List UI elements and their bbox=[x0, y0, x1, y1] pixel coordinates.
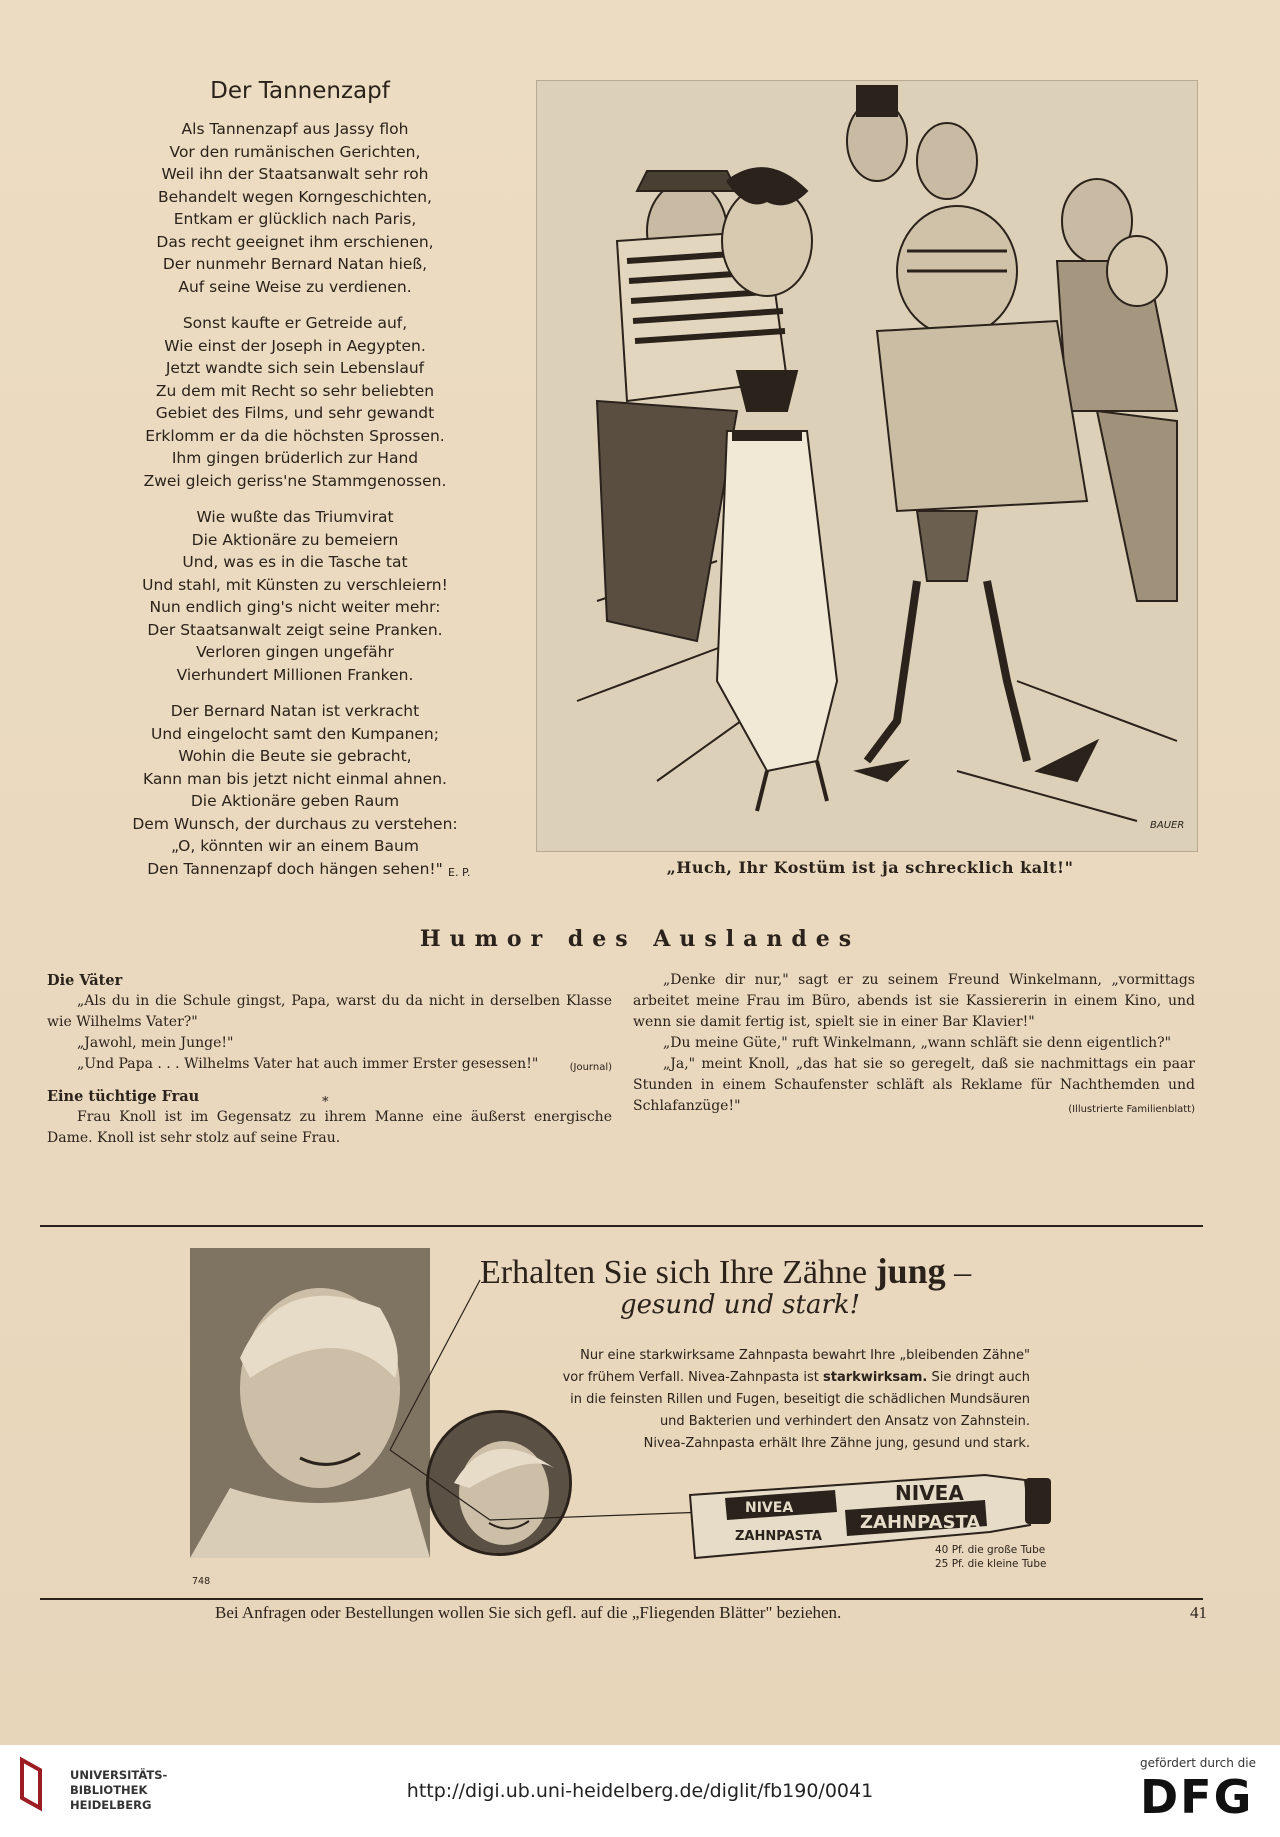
paragraph: Frau Knoll ist im Gegensatz zu ihrem Manne eine äußerst energische Dame. Knoll ist sehr stolz auf seine Frau. bbox=[47, 1109, 612, 1146]
cartoon-caption: „Huch, Ihr Kostüm ist ja schrecklich kalt!" bbox=[666, 858, 1074, 877]
poem-stanza bbox=[95, 312, 495, 492]
poem-line: Entkam er glücklich nach Paris, bbox=[173, 210, 417, 228]
poem-line: „O, könnten wir an einem Baum bbox=[171, 837, 419, 855]
poem-line: Der Bernard Natan ist verkracht bbox=[170, 702, 420, 720]
library-name-line: UNIVERSITÄTS- bbox=[70, 1768, 168, 1782]
poem-line: Jetzt wandte sich sein Lebenslauf bbox=[165, 359, 425, 377]
page-number: 41 bbox=[1190, 1603, 1207, 1622]
ad-headline bbox=[480, 1250, 1040, 1292]
poem-line: Als Tannenzapf aus Jassy floh bbox=[181, 120, 409, 138]
poem-line: Das recht geeignet ihm erschienen, bbox=[156, 232, 434, 251]
paragraph bbox=[633, 1054, 1195, 1117]
poem-initials: E. P. bbox=[448, 866, 471, 879]
ad-body-line: Nivea-Zahnpasta erhält Ihre Zähne jung, gesund und stark. bbox=[643, 1436, 1030, 1451]
paragraph: „Denke dir nur," sagt er zu seinem Freund Winkelmann, „vormittags arbeitet meine Frau im Büro, abends ist sie Kassiererin in einem Kino, und wenn sie damit fertig ist, spielt sie in einer Bar Klavier!" bbox=[633, 972, 1195, 1030]
ad-body-text: Sie dringt auch bbox=[927, 1370, 1030, 1385]
price-large-tube: 40 Pf. die große Tube bbox=[935, 1544, 1046, 1556]
ad-number: 748 bbox=[192, 1576, 211, 1587]
ad-body bbox=[490, 1345, 1030, 1455]
ad-subline: gesund und stark! bbox=[620, 1290, 861, 1320]
poem-line: Ihm gingen brüderlich zur Hand bbox=[171, 449, 419, 467]
poem-line: Zwei gleich geriss'ne Stammgenossen. bbox=[143, 471, 447, 490]
price-small-tube: 25 Pf. die kleine Tube bbox=[935, 1558, 1047, 1570]
poem-line: Auf seine Weise zu verdienen. bbox=[178, 277, 412, 296]
ad-headline-emphasis: jung bbox=[875, 1251, 946, 1291]
poem-stanza bbox=[95, 506, 495, 686]
ad-top-rule bbox=[40, 1225, 1203, 1227]
article-heading: Eine tüchtige Frau bbox=[47, 1088, 200, 1105]
poem-line: Und, was es in die Tasche tat bbox=[182, 553, 408, 571]
poem-line: Weil ihn der Staatsanwalt sehr roh bbox=[161, 165, 429, 183]
paragraph: „Jawohl, mein Junge!" bbox=[77, 1035, 234, 1051]
poem-line: Der nunmehr Bernard Natan hieß, bbox=[162, 255, 428, 273]
library-name-line: BIBLIOTHEK bbox=[70, 1783, 148, 1797]
paragraph: „Als du in die Schule gingst, Papa, warst du da nicht in derselben Klasse wie Wilhelms Vater?" bbox=[47, 993, 612, 1030]
poem-line: Erklomm er da die höchsten Sprossen. bbox=[145, 426, 445, 445]
tube-brand-small: NIVEA bbox=[745, 1500, 794, 1516]
poem-line: Dem Wunsch, der durchaus zu verstehen: bbox=[132, 814, 458, 833]
source-credit: (Illustrierte Familienblatt) bbox=[1068, 1104, 1195, 1115]
article-heading: Die Väter bbox=[47, 972, 123, 989]
section-divider-asterisk: * bbox=[322, 1095, 329, 1110]
cartoon-drawing bbox=[537, 81, 1197, 851]
poem-line: Und eingelocht samt den Kumpanen; bbox=[151, 724, 439, 743]
poem-line: Verloren gingen ungefähr bbox=[196, 643, 394, 661]
poem-title: Der Tannenzapf bbox=[210, 78, 390, 104]
ad-headline-text: Erhalten Sie sich Ihre Zähne bbox=[480, 1254, 868, 1291]
poem-line: Und stahl, mit Künsten zu verschleiern! bbox=[142, 575, 448, 594]
poem-line: Vor den rumänischen Gerichten, bbox=[169, 142, 421, 161]
poem-stanza bbox=[95, 700, 495, 880]
tube-brand-large: NIVEA bbox=[895, 1481, 964, 1505]
poem-line: Den Tannenzapf doch hängen sehen!" bbox=[147, 859, 443, 878]
funded-by-label: gefördert durch die bbox=[1140, 1756, 1256, 1770]
paragraph-text: „Ja," meint Knoll, „das hat sie so geregelt, daß sie nachmittags ein paar Stunden in einem Schaufenster schläft als Reklame für Nachthemden und Schlafanzüge!" bbox=[633, 1056, 1195, 1114]
paragraph-text: „Und Papa . . . Wilhelms Vater hat auch immer Erster gesessen!" bbox=[77, 1056, 539, 1072]
ad-body-line: Nur eine starkwirksame Zahnpasta bewahrt Ihre „bleibenden Zähne" bbox=[580, 1348, 1030, 1363]
poem-line: Wie wußte das Triumvirat bbox=[196, 508, 394, 526]
ad-body-line bbox=[490, 1367, 1030, 1389]
poem-line: Die Aktionäre geben Raum bbox=[190, 792, 400, 810]
footer-rule bbox=[40, 1598, 1203, 1600]
poem-line: Sonst kaufte er Getreide auf, bbox=[182, 314, 408, 332]
poem-line: Die Aktionäre zu bemeiern bbox=[191, 530, 399, 549]
digitization-bar bbox=[0, 1745, 1280, 1837]
section-title: Humor des Auslandes bbox=[419, 926, 861, 952]
poem-line: Zu dem mit Recht so sehr beliebten bbox=[155, 381, 435, 400]
poem-line: Wie einst der Joseph in Aegypten. bbox=[164, 336, 426, 355]
cartoon-illustration bbox=[536, 80, 1198, 852]
humor-column-left bbox=[47, 970, 612, 1149]
ad-body-emphasis: starkwirksam. bbox=[823, 1370, 928, 1385]
poem-body bbox=[95, 118, 495, 894]
poem-stanza bbox=[95, 118, 495, 298]
footer-note: Bei Anfragen oder Bestellungen wollen Sie sich gefl. auf die „Fliegenden Blätter" beziehen. bbox=[215, 1603, 842, 1622]
ad-headline-dash: – bbox=[954, 1254, 972, 1291]
poem-line: Kann man bis jetzt nicht einmal ahnen. bbox=[143, 769, 447, 788]
humor-column-right bbox=[633, 970, 1195, 1120]
permalink-url[interactable]: http://digi.ub.uni-heidelberg.de/diglit/fb190/0041 bbox=[406, 1780, 874, 1802]
ad-body-line: in die feinsten Rillen und Fugen, beseitigt die schädlichen Mundsäuren bbox=[570, 1392, 1030, 1407]
poem-line: Behandelt wegen Korngeschichten, bbox=[158, 187, 432, 206]
poem-line: Der Staatsanwalt zeigt seine Pranken. bbox=[147, 620, 443, 639]
tube-product-large: ZAHNPASTA bbox=[860, 1512, 981, 1533]
tube-product-small: ZAHNPASTA bbox=[735, 1529, 822, 1544]
library-name-line: HEIDELBERG bbox=[70, 1798, 152, 1812]
poem-line: Vierhundert Millionen Franken. bbox=[176, 665, 414, 684]
paragraph bbox=[47, 1054, 612, 1075]
dfg-logo: DFG bbox=[1140, 1770, 1254, 1824]
artist-signature: BAUER bbox=[1150, 820, 1185, 831]
poem-line: Wohin die Beute sie gebracht, bbox=[178, 747, 412, 765]
ad-body-text: vor frühem Verfall. Nivea-Zahnpasta ist bbox=[562, 1370, 824, 1385]
source-credit: (Journal) bbox=[569, 1062, 612, 1073]
paragraph: „Du meine Güte," ruft Winkelmann, „wann schläft sie denn eigentlich?" bbox=[663, 1035, 1172, 1051]
poem-line: Gebiet des Films, und sehr gewandt bbox=[155, 404, 435, 422]
poem-line: Nun endlich ging's nicht weiter mehr: bbox=[149, 598, 441, 616]
ad-body-line: und Bakterien und verhindert den Ansatz von Zahnstein. bbox=[659, 1414, 1030, 1429]
